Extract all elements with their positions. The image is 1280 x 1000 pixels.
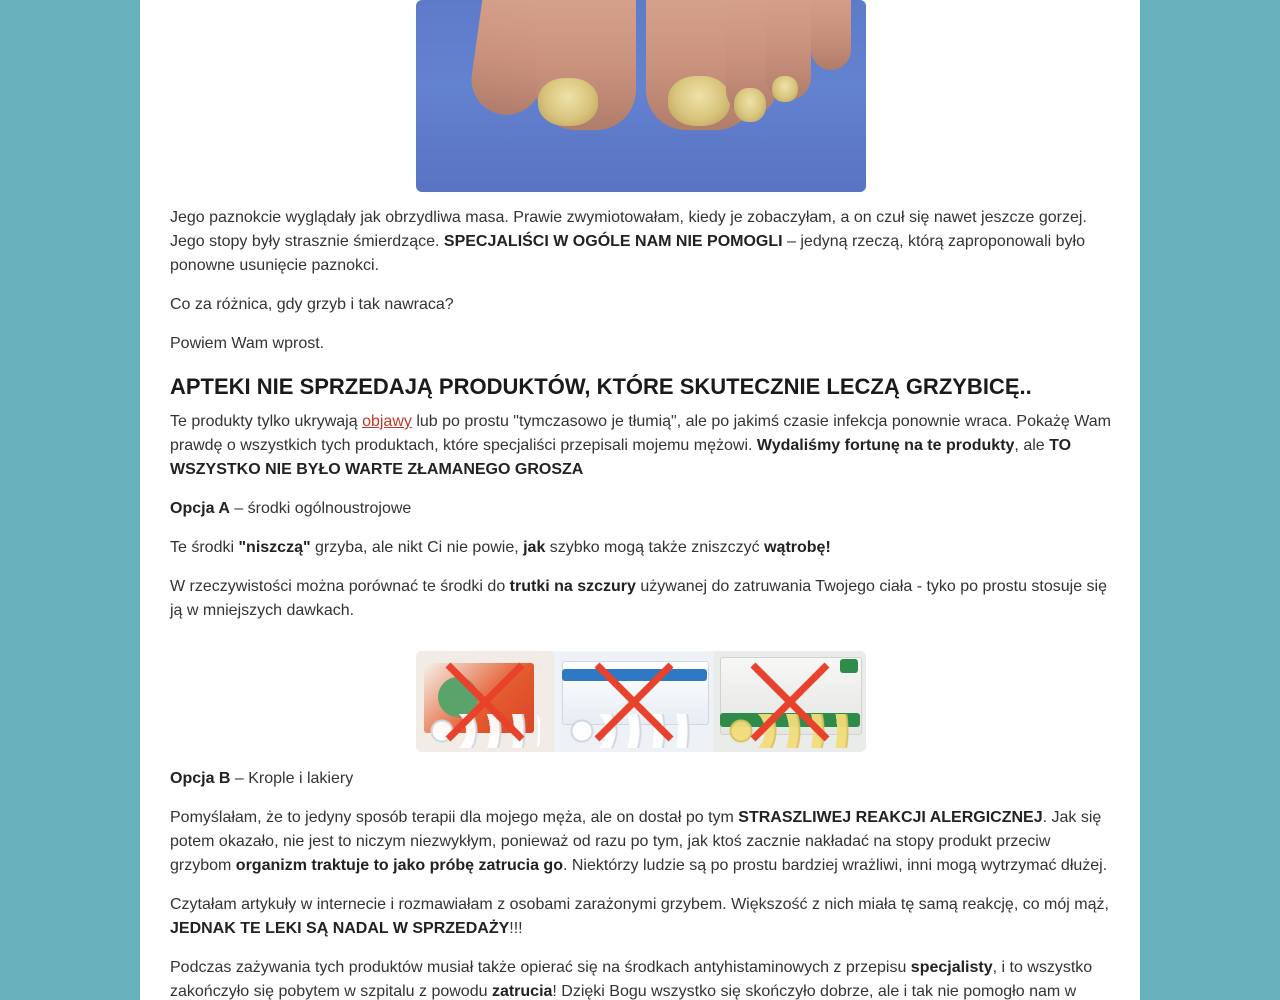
red-cross-icon (440, 657, 530, 747)
paragraph-question: Co za różnica, gdy grzyb i tak nawraca? (170, 296, 454, 313)
infected-toenails-photo (416, 0, 866, 192)
paragraph-articles: Czytałam artykuły w internecie i rozmawiałam z osobami zarażonymi grzybem. Większość z nich miała tę samą reakcję, co mój mąż, JEDNAK TE LEKI SĄ NADAL W SPRZEDAŻY!!! (170, 896, 1109, 937)
paragraph-rat-poison: W rzeczywistości można porównać te środki do trutki na szczury używanej do zatruwania Twojego ciała - tyko po prostu stosuje się ją w mniejszych dawkach. (170, 578, 1108, 619)
page-container (140, 0, 1140, 1000)
section-heading: APTEKI NIE SPRZEDAJĄ PRODUKTÓW, KTÓRE SKUTECZNIE LECZĄ GRZYBICĘ.. (170, 374, 1032, 399)
paragraph-toenails: Jego paznokcie wyglądały jak obrzydliwa masa. Prawie zwymiotowałam, kiedy je zobaczyłam, a on czuł się nawet jeszcze gorzej. Jego stopy były strasznie śmierdzące. SPECJALIŚCI W OGÓLE NAM NIE POMOGLI – jedyną rzeczą, którą zaproponowali było ponowne usunięcie paznokci. (170, 209, 1087, 274)
drug-package-2 (554, 651, 714, 752)
symptoms-link[interactable]: objawy (362, 413, 412, 430)
paragraph-products: Te produkty tylko ukrywają objawy lub po prostu "tymczasowo je tłumią", ale po jakimś czasie infekcja ponownie wraca. Pokażę Wam prawdę o wszystkich tych produktach, które specjaliści przepisali mojemu mężowi. Wydaliśmy fortunę na te produkty, ale TO WSZYSTKO NIE BYŁO WARTE ZŁAMANEGO GROSZA (170, 413, 1111, 478)
option-b: Opcja B – Krople i lakiery (170, 770, 354, 787)
option-a: Opcja A – środki ogólnoustrojowe (170, 500, 412, 517)
paragraph-hospital: Podczas zażywania tych produktów musiał także opierać się na środkach antyhistaminowych z przepisu specjalisty, i to wszystko zakończyło się pobytem w szpitalu z powodu zatrucia! Dzięki Bogu wszystko się skończyło dobrze, ale i tak nie pomogło nam w (170, 959, 1093, 1000)
drug-package-1 (416, 651, 554, 752)
paragraph-allergy: Pomyślałam, że to jedyny sposób terapii dla mojego męża, ale on dostał po tym STRASZLIWEJ REAKCJI ALERGICZNEJ. Jak się potem okazało, nie jest to niczym niezwykłym, ponieważ od razu po tym, jak ktoś zacznie nakładać na stopy produkt przeciw grzybom organizm traktuje to jako próbę zatrucia go. Niektórzy ludzie są po prostu bardziej wrażliwi, inni mogą wytrzymać dłużej. (170, 809, 1108, 874)
red-cross-icon (589, 657, 679, 747)
crossed-out-drugs-photo (416, 651, 866, 752)
drug-package-3 (714, 651, 866, 752)
article-content (170, 0, 1112, 1000)
paragraph-straight: Powiem Wam wprost. (170, 335, 325, 352)
paragraph-liver: Te środki "niszczą" grzyba, ale nikt Ci nie powie, jak szybko mogą także zniszczyć wątrobę! (170, 539, 831, 556)
red-cross-icon (745, 657, 835, 747)
